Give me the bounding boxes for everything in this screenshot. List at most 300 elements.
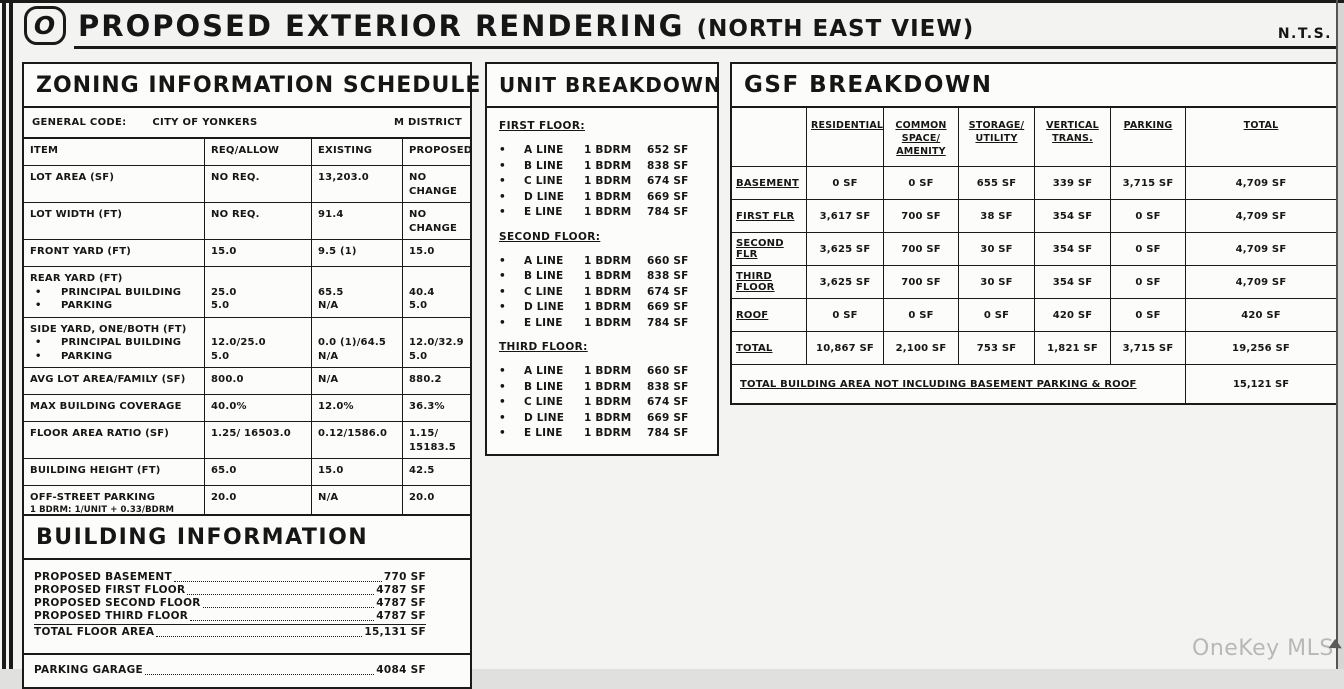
unit-area-value: 784 SF (647, 206, 689, 218)
zoning-value-cell (204, 203, 311, 239)
unit-line-label: C LINE (524, 285, 564, 298)
cell-line (409, 272, 464, 286)
zoning-row (24, 422, 470, 459)
unit-line-label: B LINE (524, 159, 564, 172)
building-info-label: TOTAL FLOOR AREA (34, 626, 155, 638)
unit-area-value: 674 SF (647, 175, 689, 187)
gsf-value-cell: 3,625 SF (806, 266, 883, 298)
zoning-item-cell (24, 368, 204, 394)
building-info-label: PROPOSED BASEMENT (34, 571, 172, 583)
gsf-row-label-text: THIRD FLOOR (736, 271, 775, 293)
zoning-item-cell (24, 318, 204, 368)
gsf-row-label-text: BASEMENT (736, 177, 799, 189)
zoning-row (24, 395, 470, 422)
cell-line: FLOOR AREA RATIO (SF) (30, 428, 170, 439)
gsf-footer-label: TOTAL BUILDING AREA NOT INCLUDING BASEMENT PARKING & ROOF (740, 378, 1137, 390)
zoning-bullet-line (30, 336, 198, 350)
unit-area-value: 669 SF (647, 411, 689, 424)
unit-area-value: 669 SF (647, 190, 689, 203)
zoning-row (24, 459, 470, 486)
unit-row (499, 426, 705, 442)
unit-bedroom-label: 1 BDRM (584, 175, 632, 187)
gsf-value-cell: 655 SF (958, 167, 1034, 199)
unit-floor-section (499, 341, 705, 442)
gsf-row (732, 332, 1336, 365)
cell-line (409, 323, 464, 337)
zoning-value-cell (402, 395, 470, 421)
cell-line: N/A (318, 492, 339, 503)
zoning-column-header: REQ/ALLOW (204, 139, 311, 165)
zoning-header-row (24, 139, 473, 166)
unit-area-value: 674 SF (647, 285, 689, 298)
page-subtitle: (NORTH EAST VIEW) (696, 16, 975, 42)
zoning-value-cell (402, 422, 470, 458)
unit-bedroom-label: 1 BDRM (584, 285, 632, 298)
unit-area-value: 674 SF (647, 396, 689, 408)
cell-line: 36.3% (409, 401, 445, 412)
unit-bedroom-label: 1 BDRM (584, 411, 632, 424)
bullet-icon: • (499, 380, 506, 393)
building-info-line (34, 584, 426, 597)
gsf-row-label (732, 332, 806, 364)
district-value: M DISTRICT (393, 117, 462, 128)
cell-line: 1.15/ 15183.5 (409, 428, 456, 453)
cell-line: 880.2 (409, 374, 442, 385)
cell-line: 5.0 (211, 300, 230, 311)
cell-line: REAR YARD (FT) (30, 273, 123, 284)
bullet-icon: • (35, 337, 42, 348)
gsf-column-header (1034, 108, 1110, 166)
gsf-value-cell: 1,821 SF (1034, 332, 1110, 364)
unit-floor-heading: SECOND FLOOR: (499, 230, 601, 243)
scale-note: N.T.S. (1277, 26, 1332, 42)
gsf-value-cell: 0 SF (1110, 299, 1185, 331)
gsf-value-cell: 354 SF (1034, 200, 1110, 232)
gsf-value-cell: 0 SF (958, 299, 1034, 331)
zoning-bullet-line (30, 350, 198, 364)
gsf-footer-value: 15,121 SF (1185, 365, 1336, 403)
unit-row (499, 364, 705, 380)
gsf-value-cell: 30 SF (958, 233, 1034, 265)
cell-line (318, 323, 396, 337)
unit-bedroom-label: 1 BDRM (584, 365, 632, 377)
unit-bedroom-label: 1 BDRM (584, 380, 632, 393)
unit-floor-heading: THIRD FLOOR: (499, 341, 588, 353)
cell-line: 40.0% (211, 401, 247, 412)
cell-line: N/A (318, 374, 339, 385)
general-code-value: CITY OF YONKERS (152, 117, 258, 128)
cell-line: OFF-STREET PARKING (30, 492, 156, 503)
cell-line: 0.12/1586.0 (318, 428, 388, 439)
unit-list (499, 143, 705, 221)
cell-line: LOT AREA (SF) (30, 172, 115, 183)
bullet-icon: • (499, 411, 506, 424)
bullet-icon: • (499, 301, 506, 313)
zoning-bullet-line (30, 299, 198, 313)
zoning-value-cell (402, 203, 470, 239)
unit-line-label: A LINE (524, 365, 564, 377)
cell-line: MAX BUILDING COVERAGE (30, 401, 182, 412)
cell-line: 40.4 (409, 286, 435, 298)
cell-line: NO REQ. (211, 172, 260, 183)
unit-row (499, 269, 705, 285)
cell-line: NO CHANGE (409, 209, 458, 234)
zoning-column-header: PROPOSED (402, 139, 478, 165)
building-info-label: PROPOSED SECOND FLOOR (34, 597, 201, 609)
building-info-value: 770 SF (383, 571, 426, 583)
gsf-value-cell: 30 SF (958, 266, 1034, 298)
gsf-value-cell: 0 SF (806, 299, 883, 331)
bullet-icon: • (35, 286, 42, 298)
gsf-header-row (732, 108, 1336, 167)
gsf-value-cell: 4,709 SF (1185, 233, 1336, 265)
building-info-line (34, 626, 426, 639)
bullet-icon: • (499, 365, 506, 377)
gsf-corner-cell (732, 108, 806, 166)
unit-line-label: A LINE (524, 144, 564, 156)
gsf-header-line: VERTICAL (1046, 120, 1099, 131)
unit-row (499, 159, 705, 175)
unit-floors (487, 108, 717, 454)
title-underline (74, 46, 1336, 49)
gsf-value-cell: 753 SF (958, 332, 1034, 364)
detail-number: O (33, 11, 57, 40)
building-info-label: PARKING GARAGE (34, 664, 143, 676)
bullet-icon: • (499, 316, 506, 329)
unit-line-label: D LINE (524, 190, 565, 203)
gsf-header-line: PARKING (1123, 120, 1173, 131)
gsf-value-cell: 3,715 SF (1110, 167, 1185, 199)
unit-row (499, 254, 705, 270)
zoning-column-header: EXISTING (311, 139, 402, 165)
zoning-row (24, 240, 470, 267)
building-info-value: 4787 SF (376, 584, 426, 596)
building-info-lines (24, 560, 470, 646)
zoning-value-cell (311, 422, 402, 458)
cell-line (211, 272, 305, 286)
building-info-value: 4787 SF (376, 610, 426, 622)
unit-area-value: 784 SF (647, 427, 689, 439)
unit-list (499, 364, 705, 442)
unit-line-label: E LINE (524, 206, 563, 218)
bullet-icon: • (499, 285, 506, 298)
dotted-leader (145, 674, 374, 675)
cell-line: 1 BDRM: 1/UNIT + 0.33/BDRM (30, 504, 175, 515)
bullet-label: PRINCIPAL BUILDING (61, 337, 182, 348)
unit-area-value: 660 SF (647, 365, 689, 377)
zoning-item-cell (24, 422, 204, 458)
gsf-row-label-text: SECOND FLR (736, 238, 784, 260)
gsf-value-cell: 339 SF (1034, 167, 1110, 199)
cell-line: 65.5 (318, 286, 344, 298)
unit-breakdown-panel (485, 62, 722, 456)
cell-line: NO REQ. (211, 209, 260, 220)
gsf-header-line: STORAGE/ (968, 120, 1025, 131)
dotted-leader (203, 607, 375, 608)
gsf-column-header (806, 108, 883, 166)
cell-line: SIDE YARD, ONE/BOTH (FT) (30, 323, 187, 335)
unit-floor-heading: FIRST FLOOR: (499, 120, 585, 132)
dotted-leader (156, 636, 362, 637)
gsf-value-cell: 2,100 SF (883, 332, 958, 364)
gsf-row-label-text: FIRST FLR (736, 210, 795, 222)
cell-line: 65.0 (211, 465, 237, 476)
unit-area-value: 660 SF (647, 254, 689, 267)
gsf-header-line: TOTAL (1243, 120, 1279, 131)
gsf-column-header (958, 108, 1034, 166)
gsf-panel-title: GSF BREAKDOWN (732, 64, 1336, 108)
gsf-row (732, 299, 1336, 332)
gsf-header-line: AMENITY (896, 146, 946, 157)
gsf-rows (732, 167, 1336, 365)
cell-line: 5.0 (211, 350, 230, 362)
cell-line: NO CHANGE (409, 172, 458, 197)
building-info-label: PROPOSED FIRST FLOOR (34, 584, 186, 596)
cell-line: 15.0 (211, 246, 237, 257)
cell-line: N/A (318, 300, 339, 311)
bullet-label: PARKING (61, 350, 113, 362)
unit-line-label: B LINE (524, 270, 564, 282)
gsf-value-cell: 3,625 SF (806, 233, 883, 265)
zoning-value-cell (311, 318, 402, 368)
zoning-value-cell (204, 395, 311, 421)
unit-area-value: 838 SF (647, 380, 689, 393)
zoning-value-cell (402, 368, 470, 394)
gsf-breakdown-panel (730, 62, 1338, 405)
bullet-icon: • (499, 159, 506, 172)
cell-line (318, 272, 396, 286)
building-info-value: 4787 SF (376, 597, 426, 609)
zoning-item-cell (24, 240, 204, 266)
unit-bedroom-label: 1 BDRM (584, 190, 632, 203)
unit-area-value: 669 SF (647, 301, 689, 313)
gsf-value-cell: 700 SF (883, 233, 958, 265)
zoning-row (24, 166, 470, 203)
cell-line (211, 323, 305, 337)
gsf-value-cell: 700 SF (883, 200, 958, 232)
bullet-label: PARKING (61, 300, 113, 311)
gsf-value-cell: 420 SF (1034, 299, 1110, 331)
gsf-header-line: TRANS. (1052, 133, 1093, 144)
gsf-value-cell: 0 SF (1110, 200, 1185, 232)
cell-line: 20.0 (409, 492, 435, 503)
zoning-value-cell (402, 267, 470, 317)
cell-line: BUILDING HEIGHT (FT) (30, 465, 161, 476)
gsf-value-cell: 19,256 SF (1185, 332, 1336, 364)
unit-panel-title: UNIT BREAKDOWN (487, 64, 717, 108)
general-code-label: GENERAL CODE: (32, 117, 127, 128)
gsf-header-line: RESIDENTIAL (811, 120, 884, 131)
unit-line-label: B LINE (524, 380, 564, 393)
zoning-value-cell (311, 240, 402, 266)
building-info-value: 4084 SF (376, 664, 426, 676)
unit-row (499, 316, 705, 332)
unit-row (499, 285, 705, 301)
gsf-footer-row (732, 365, 1336, 403)
gsf-row (732, 266, 1336, 299)
cell-line: 800.0 (211, 374, 244, 385)
zoning-item-cell (24, 203, 204, 239)
zoning-item-cell (24, 395, 204, 421)
cell-line: 15.0 (409, 246, 435, 257)
unit-line-label: D LINE (524, 301, 565, 313)
gsf-row-label-text: ROOF (736, 309, 769, 321)
unit-line-label: E LINE (524, 427, 563, 439)
unit-row (499, 174, 705, 190)
zoning-rows (24, 166, 470, 532)
zoning-value-cell (311, 395, 402, 421)
bullet-icon: • (35, 350, 42, 362)
cell-line: 9.5 (1) (318, 246, 357, 257)
gsf-value-cell: 4,709 SF (1185, 200, 1336, 232)
gsf-value-cell: 3,617 SF (806, 200, 883, 232)
unit-line-label: C LINE (524, 175, 564, 187)
zoning-value-cell (204, 166, 311, 202)
sheet-border-left-inner (9, 0, 13, 669)
cell-line: FRONT YARD (FT) (30, 246, 132, 257)
unit-bedroom-label: 1 BDRM (584, 427, 632, 439)
cell-line: 5.0 (409, 300, 428, 311)
gsf-header-line: UTILITY (975, 133, 1018, 144)
zoning-value-cell (311, 267, 402, 317)
gsf-row (732, 200, 1336, 233)
unit-bedroom-label: 1 BDRM (584, 159, 632, 172)
gsf-value-cell: 4,709 SF (1185, 167, 1336, 199)
zoning-value-cell (204, 459, 311, 485)
bullet-icon: • (499, 144, 506, 156)
cell-line: 0.0 (1)/64.5 (318, 337, 387, 348)
unit-line-label: C LINE (524, 396, 564, 408)
unit-row (499, 411, 705, 427)
cell-line: AVG LOT AREA/FAMILY (SF) (30, 374, 186, 385)
unit-area-value: 784 SF (647, 316, 689, 329)
unit-bedroom-label: 1 BDRM (584, 254, 632, 267)
bullet-label: PRINCIPAL BUILDING (61, 286, 182, 298)
gsf-value-cell: 0 SF (1110, 266, 1185, 298)
sheet-edge-strip (1338, 0, 1344, 669)
page-title-text: PROPOSED EXTERIOR RENDERING (78, 9, 685, 43)
gsf-value-cell: 0 SF (883, 167, 958, 199)
gsf-header-line: COMMON (895, 120, 947, 131)
zoning-value-cell (311, 166, 402, 202)
gsf-row-label (732, 200, 806, 232)
sheet-border-right (1336, 0, 1338, 669)
sheet-border-left-outer (2, 0, 6, 669)
zoning-value-cell (311, 203, 402, 239)
zoning-item-cell (24, 459, 204, 485)
zoning-value-cell (204, 422, 311, 458)
gsf-value-cell: 10,867 SF (806, 332, 883, 364)
watermark: OneKey MLS (1192, 636, 1334, 661)
zoning-panel-title: ZONING INFORMATION SCHEDULE (24, 64, 470, 108)
bullet-icon: • (499, 396, 506, 408)
gsf-value-cell: 0 SF (1110, 233, 1185, 265)
gsf-value-cell: 420 SF (1185, 299, 1336, 331)
bullet-icon: • (499, 254, 506, 267)
gsf-value-cell: 354 SF (1034, 233, 1110, 265)
cell-line: 42.5 (409, 465, 435, 476)
zoning-value-cell (402, 166, 470, 202)
building-info-parking-row (24, 653, 470, 687)
unit-row (499, 300, 705, 316)
cell-line: 12.0/25.0 (211, 337, 266, 348)
zoning-row (24, 318, 470, 369)
cell-line: 15.0 (318, 465, 344, 476)
bullet-icon: • (499, 427, 506, 439)
cell-line: 13,203.0 (318, 172, 369, 183)
zoning-item-cell (24, 267, 204, 317)
bullet-icon: • (499, 175, 506, 187)
zoning-general-code-row (24, 108, 470, 139)
zoning-value-cell (204, 368, 311, 394)
gsf-row (732, 167, 1336, 200)
unit-floor-section (499, 231, 705, 332)
bullet-icon: • (499, 270, 506, 282)
building-info-line (34, 610, 426, 625)
unit-line-label: D LINE (524, 411, 565, 424)
unit-area-value: 838 SF (647, 159, 689, 172)
gsf-header-line: SPACE/ (901, 133, 941, 144)
unit-bedroom-label: 1 BDRM (584, 396, 632, 408)
zoning-value-cell (311, 368, 402, 394)
gsf-row-label (732, 266, 806, 298)
unit-bedroom-label: 1 BDRM (584, 301, 632, 313)
zoning-value-cell (204, 318, 311, 368)
zoning-value-cell (204, 240, 311, 266)
zoning-row (24, 203, 470, 240)
zoning-column-header: ITEM (30, 145, 59, 156)
cell-line: 12.0/32.9 (409, 337, 464, 348)
sheet-border-top (0, 0, 1344, 3)
zoning-value-cell (311, 459, 402, 485)
building-info-line (34, 571, 426, 584)
zoning-value-cell (402, 459, 470, 485)
building-info-label: PROPOSED THIRD FLOOR (34, 610, 189, 622)
unit-row (499, 190, 705, 206)
zoning-value-cell (402, 240, 470, 266)
cell-line: LOT WIDTH (FT) (30, 209, 123, 220)
building-panel-title: BUILDING INFORMATION (24, 516, 470, 560)
dotted-leader (190, 620, 374, 621)
gsf-column-header (1110, 108, 1185, 166)
unit-bedroom-label: 1 BDRM (584, 144, 632, 156)
gsf-value-cell: 4,709 SF (1185, 266, 1336, 298)
unit-row (499, 395, 705, 411)
gsf-column-header (883, 108, 958, 166)
unit-floor-section (499, 120, 705, 221)
cell-line: 91.4 (318, 209, 344, 220)
unit-area-value: 652 SF (647, 144, 689, 156)
gsf-row-label (732, 167, 806, 199)
cell-line: 25.0 (211, 286, 237, 298)
cell-line: 5.0 (409, 350, 428, 362)
unit-row (499, 143, 705, 159)
unit-area-value: 838 SF (647, 270, 689, 282)
cell-line: N/A (318, 350, 339, 362)
zoning-row (24, 267, 470, 318)
gsf-row-label-text: TOTAL (736, 342, 773, 354)
bullet-icon: • (35, 300, 42, 311)
building-info-line (34, 664, 426, 677)
gsf-value-cell: 3,715 SF (1110, 332, 1185, 364)
unit-bedroom-label: 1 BDRM (584, 316, 632, 329)
dotted-leader (187, 594, 374, 595)
gsf-row-label (732, 299, 806, 331)
cell-line: 12.0% (318, 401, 354, 412)
cell-line: 20.0 (211, 492, 237, 503)
building-info-panel (22, 514, 472, 689)
zoning-bullet-line (30, 286, 198, 300)
